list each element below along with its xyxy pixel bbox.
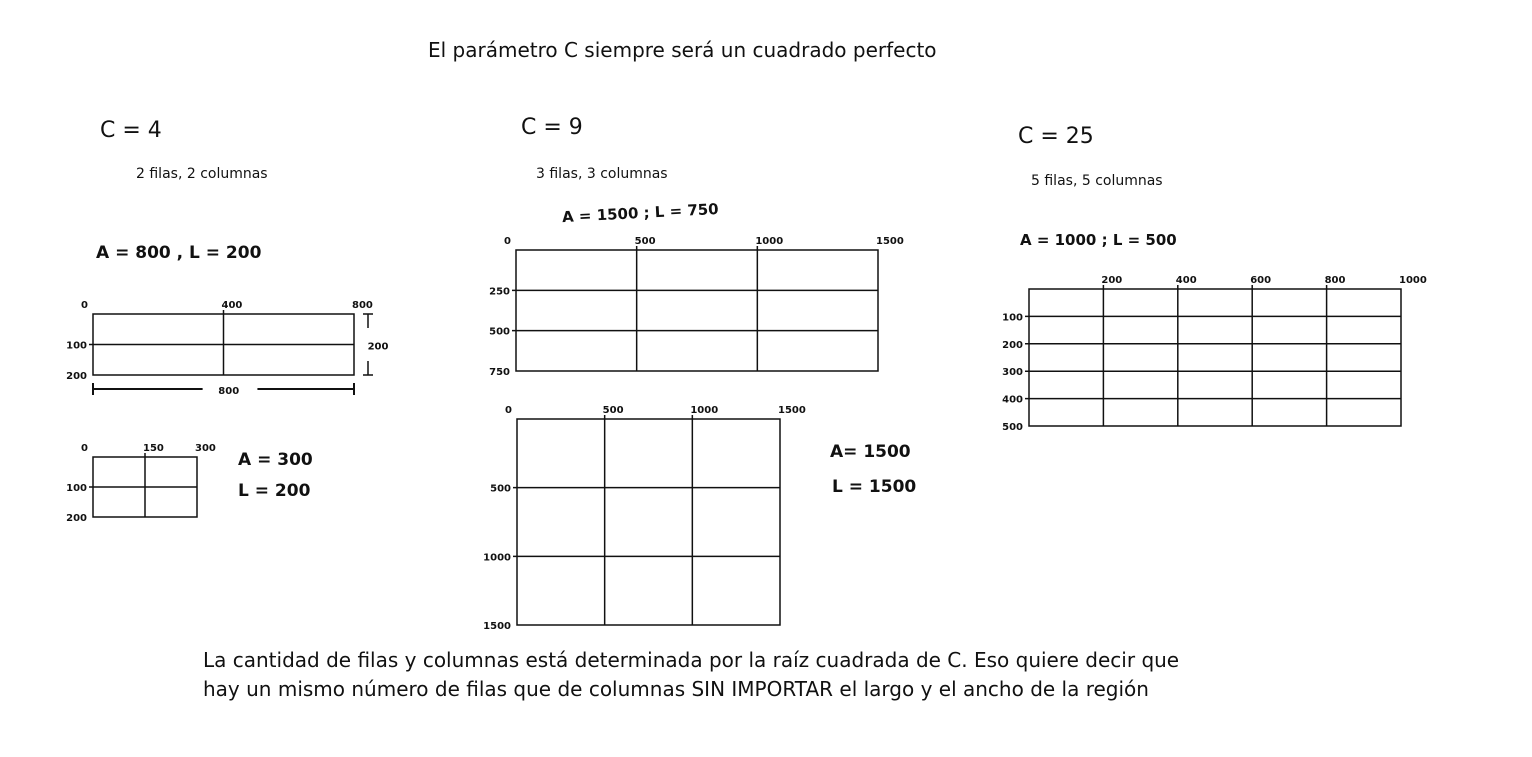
left-tick-label: 200 (66, 371, 87, 382)
top-tick-label: 400 (221, 300, 243, 311)
top-tick-label: 1000 (755, 236, 784, 247)
footer-line-2: hay un mismo número de filas que de columnas SIN IMPORTAR el largo y el ancho de la región (203, 677, 1149, 701)
small-grid-l: L = 200 (238, 481, 311, 501)
left-tick-label: 100 (66, 340, 87, 352)
small-grid-a: A = 300 (238, 450, 313, 470)
c9-dims: A = 1500 ; L = 750 (561, 199, 720, 227)
left-tick-label: 200 (1002, 339, 1023, 351)
left-tick-label: 200 (66, 513, 87, 524)
top-tick-label: 800 (1324, 275, 1346, 286)
left-tick-label: 100 (1002, 312, 1023, 324)
left-tick-label: 500 (490, 483, 511, 495)
top-tick-label: 1000 (690, 405, 719, 416)
width-annotation: 800 (218, 386, 240, 397)
height-annotation: 200 (367, 341, 389, 353)
top-tick-label: 0 (81, 443, 88, 454)
top-tick-label: 300 (195, 443, 216, 454)
top-tick-label: 1500 (876, 236, 904, 247)
left-tick-label: 400 (1002, 394, 1023, 406)
footer-line-1: La cantidad de filas y columnas está determinada por la raíz cuadrada de C. Eso quiere decir que (203, 648, 1180, 672)
left-tick-label: 250 (489, 286, 510, 298)
c25-dims: A = 1000 ; L = 500 (1020, 231, 1177, 249)
left-tick-label: 1000 (483, 552, 511, 564)
left-tick-label: 750 (489, 367, 510, 378)
left-tick-label: 1500 (483, 621, 511, 632)
c25-rows-cols: 5 filas, 5 columnas (1031, 173, 1163, 189)
title: El parámetro C siempre será un cuadrado perfecto (428, 38, 937, 62)
c4-label: C = 4 (100, 118, 162, 143)
grid-outline (517, 419, 780, 625)
c9-rows-cols: 3 filas, 3 columnas (536, 166, 668, 182)
top-tick-label: 500 (634, 236, 656, 247)
grid-outline (1029, 289, 1401, 426)
left-tick-label: 100 (66, 483, 87, 494)
square-grid-l: L = 1500 (832, 477, 917, 497)
grid-outline (516, 250, 878, 371)
top-tick-label: 0 (504, 236, 511, 247)
c4-rows-cols: 2 filas, 2 columnas (136, 166, 268, 182)
top-tick-label: 1500 (778, 405, 806, 416)
top-tick-label: 600 (1250, 275, 1272, 286)
c9-label: C = 9 (521, 115, 583, 140)
square-grid-a: A= 1500 (830, 442, 911, 462)
top-tick-label: 1000 (1399, 275, 1427, 286)
top-tick-label: 400 (1175, 275, 1197, 286)
top-tick-label: 800 (352, 300, 373, 311)
top-tick-label: 0 (81, 300, 88, 311)
left-tick-label: 500 (489, 326, 510, 338)
top-tick-label: 500 (602, 405, 624, 416)
c4-dims: A = 800 , L = 200 (96, 243, 262, 263)
top-tick-label: 200 (1101, 275, 1123, 286)
top-tick-label: 0 (505, 405, 512, 416)
left-tick-label: 500 (1002, 422, 1023, 433)
left-tick-label: 300 (1002, 367, 1023, 379)
top-tick-label: 150 (143, 443, 164, 454)
c25-label: C = 25 (1018, 124, 1094, 149)
